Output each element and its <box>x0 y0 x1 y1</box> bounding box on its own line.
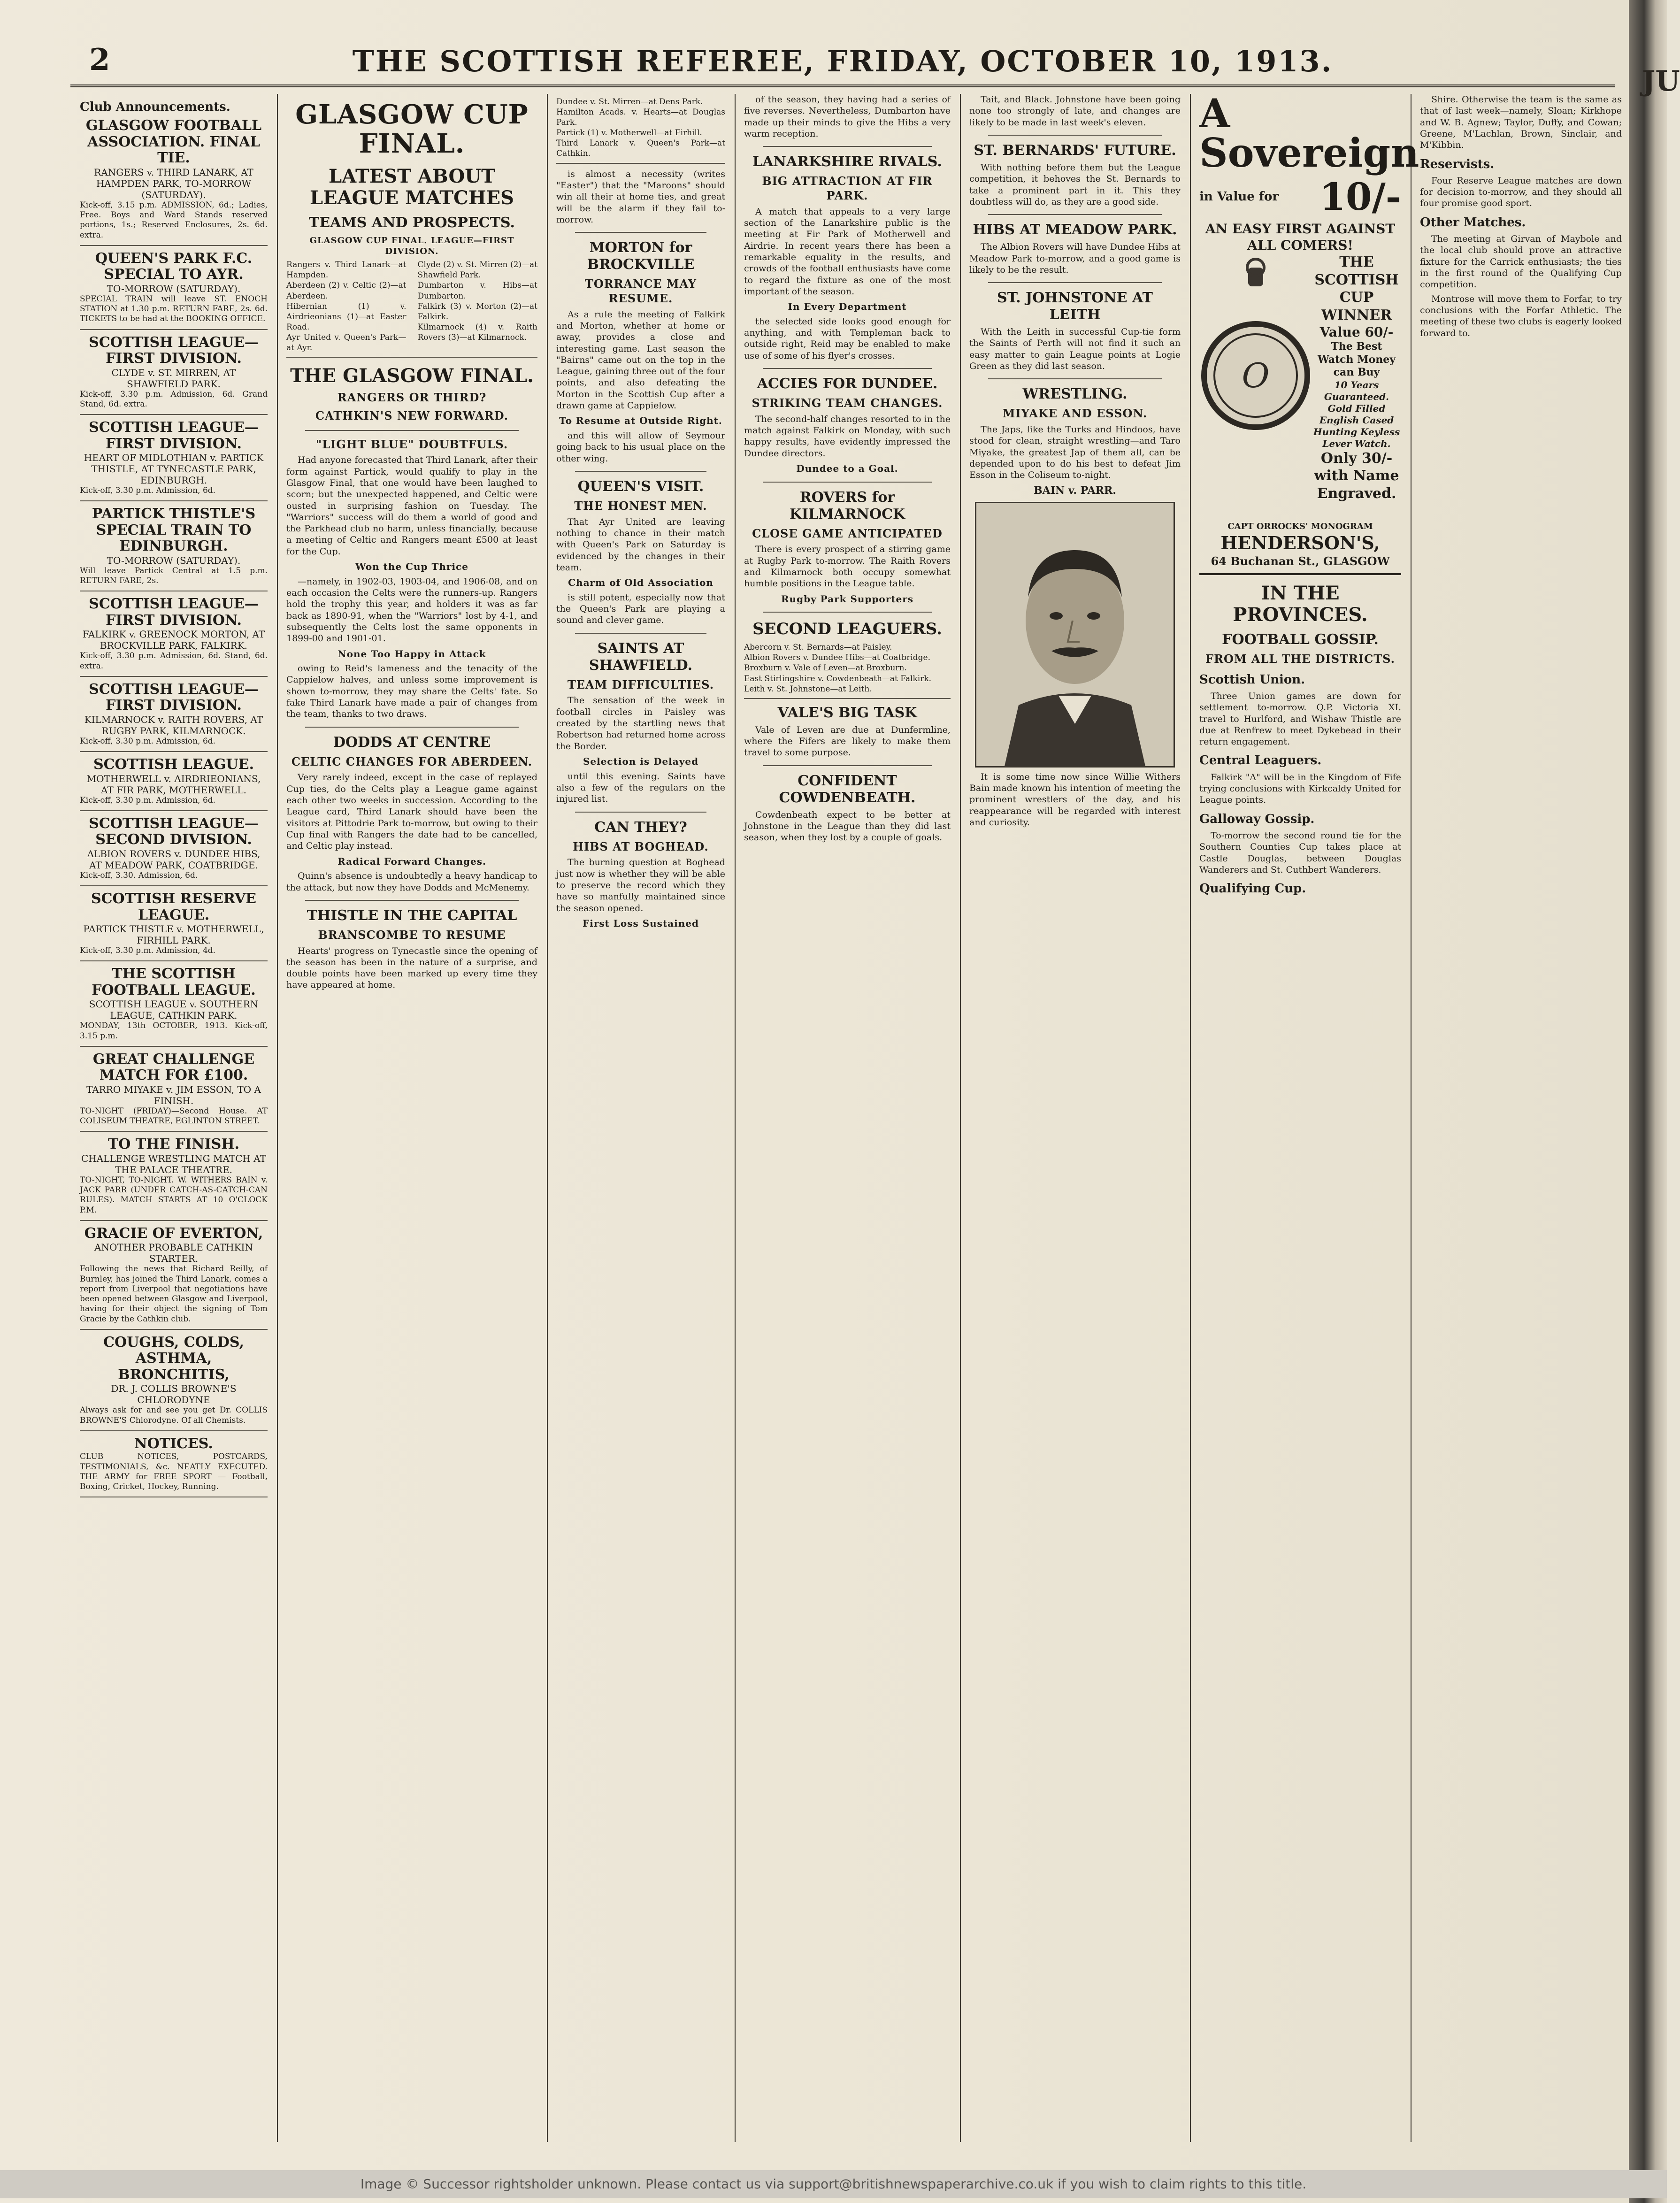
headline: TEAMS AND PROSPECTS. <box>309 215 515 231</box>
crosshead: Won the Cup Thrice <box>355 561 468 573</box>
ad-line: Only 30/- with Name Engraved. <box>1314 450 1399 502</box>
ad-value-label: in Value for <box>1199 189 1279 204</box>
divider <box>763 368 932 369</box>
article-text: is almost a necessity (writes "Easter") that the "Maroons" should win all their at home ties, and great will be the alarm if they fail to-morrow. <box>556 169 725 225</box>
announcement-item <box>80 1436 268 1498</box>
ad-address: 64 Buchanan St., GLASGOW <box>1211 554 1390 568</box>
divider <box>763 765 932 766</box>
divider <box>988 378 1162 379</box>
announcement-sub: SCOTTISH LEAGUE v. SOUTHERN LEAGUE, CATHKIN PARK. <box>89 998 259 1021</box>
article-subhead: "LIGHT BLUE" DOUBTFULS. <box>315 437 508 451</box>
announcement-body: Will leave Partick Central at 1.5 p.m. RETURN FARE, 2s. <box>80 566 268 586</box>
article-headline: ACCIES FOR DUNDEE. <box>757 376 938 392</box>
announcement-head: SCOTTISH LEAGUE—FIRST DIVISION. <box>89 596 259 629</box>
article-text: owing to Reid's lameness and the tenacity of the Cappielow halves, and unless some improvement is shown to-morrow, they may share the Celts' fate. So fake Third Lanark have made a pair of changes from the team, thanks to two draws. <box>286 663 537 720</box>
masthead <box>70 42 1615 87</box>
column-rule <box>277 94 278 2142</box>
announcement-item <box>80 335 268 415</box>
announcement-sub: TO-MORROW (SATURDAY). <box>107 554 241 566</box>
article-subhead: TEAM DIFFICULTIES. <box>567 677 714 691</box>
fixture-line: Dumbarton v. Hibs—at Dumbarton. <box>417 281 537 301</box>
announcement-item <box>80 1136 268 1221</box>
divider <box>988 135 1162 136</box>
divider <box>763 146 932 147</box>
announcement-body: TO-NIGHT (FRIDAY)—Second House. AT COLISEUM THEATRE, EGLINTON STREET. <box>80 1106 268 1126</box>
announcement-head: SCOTTISH RESERVE LEAGUE. <box>91 890 257 923</box>
headline: GLASGOW CUP FINAL. <box>295 99 529 159</box>
fixture-line: East Stirlingshire v. Cowdenbeath—at Falkirk. <box>744 674 932 683</box>
article-subhead: STRIKING TEAM CHANGES. <box>752 396 943 410</box>
article-text: The Albion Rovers will have Dundee Hibs at Meadow Park to-morrow, and a good game is likely to be the result. <box>969 242 1181 275</box>
divider <box>763 482 932 483</box>
announcement-sub: TO-MORROW (SATURDAY). <box>107 283 241 294</box>
article-text: The sensation of the week in football circles in Paisley was created by the startling news that Robertson had returned home across the Border. <box>556 695 725 752</box>
announcement-body: Always ask for and see you get Dr. COLLIS BROWNE'S Chlorodyne. Of all Chemists. <box>80 1405 268 1425</box>
column-glasgow-cup <box>286 94 537 2142</box>
fixture-list <box>744 642 951 699</box>
crosshead: Dundee to a Goal. <box>796 463 898 474</box>
announcement-item <box>80 816 268 886</box>
section-subhead: FROM ALL THE DISTRICTS. <box>1205 652 1395 666</box>
district-heading: Central Leaguers. <box>1199 753 1322 768</box>
column-rule <box>547 94 548 2142</box>
fixture-line: Rangers v. Third Lanark—at Hampden. <box>286 260 407 280</box>
archive-footer: Image © Successor rightsholder unknown. Please contact us via support@britishnewspaperarchive.co.uk if you wish to claim rights to this title. <box>0 2170 1667 2198</box>
announcement-head: GLASGOW FOOTBALL ASSOCIATION. FINAL TIE. <box>85 117 262 167</box>
next-page-fragment: JU <box>1642 65 1680 98</box>
article-text: Cowdenbeath expect to be better at Johnstone in the League than they did last season, when they lost by a couple of goals. <box>744 809 951 843</box>
article-subhead: THE HONEST MEN. <box>574 499 707 513</box>
announcement-head: COUGHS, COLDS, ASTHMA, BRONCHITIS, <box>103 1334 244 1383</box>
fixture-line: Dundee v. St. Mirren—at Dens Park. <box>556 97 703 107</box>
announcement-head: TO THE FINISH. <box>107 1136 240 1153</box>
fixture-list <box>286 260 537 358</box>
article-text: Three Union games are down for settlement to-morrow. Q.P. Victoria XI. travel to Hurlford, and Wishaw Thistle are due at Renfrew to meet Dykebead in their return engagement. <box>1199 691 1401 747</box>
article-text: Montrose will move them to Forfar, to try conclusions with the Forfar Athletic. The meeting of these two clubs is eagerly looked forward to. <box>1420 293 1622 338</box>
column-rule <box>960 94 961 2142</box>
crosshead: In Every Department <box>788 301 907 313</box>
fixture-line: Kilmarnock (4) v. Raith Rovers (3)—at Kilmarnock. <box>417 322 537 342</box>
ad-line: Value 60/- <box>1319 324 1394 340</box>
divider <box>575 812 706 813</box>
announcement-list <box>80 118 268 1497</box>
watch-illustration <box>1199 258 1312 521</box>
district-heading: Qualifying Cup. <box>1199 882 1306 896</box>
fixture-line: Falkirk (3) v. Morton (2)—at Falkirk. <box>417 301 537 322</box>
column-morton-queens <box>556 94 725 2142</box>
announcement-body: Kick-off, 3.30 p.m. Admission, 6d. <box>80 736 216 746</box>
announcement-item <box>80 1052 268 1132</box>
announcement-sub: KILMARNOCK v. RAITH ROVERS, AT RUGBY PARK, KILMARNOCK. <box>84 714 263 737</box>
article-headline: CONFIDENT COWDENBEATH. <box>779 772 916 806</box>
masthead-title: THE SCOTTISH REFEREE, FRIDAY, OCTOBER 10, 1913. <box>352 44 1333 78</box>
crosshead: None Too Happy in Attack <box>338 648 486 660</box>
fixture-line: Albion Rovers v. Dundee Hibs—at Coatbridge. <box>744 653 931 663</box>
announcement-item <box>80 1335 268 1431</box>
fixture-line: Clyde (2) v. St. Mirren (2)—at Shawfield Park. <box>417 260 537 280</box>
article-subhead: MIYAKE AND ESSON. <box>1002 407 1148 421</box>
fixture-line: Broxburn v. Vale of Leven—at Broxburn. <box>744 663 907 673</box>
fixture-line: Hamilton Acads. v. Hearts—at Douglas Park. <box>556 107 725 128</box>
page-number: 2 <box>89 42 110 77</box>
crosshead: Radical Forward Changes. <box>338 855 486 867</box>
divider <box>575 232 706 233</box>
svg-text:O: O <box>1242 356 1270 396</box>
divider <box>988 282 1162 283</box>
article-text: is still potent, especially now that the Queen's Park are playing a sound and clever game. <box>556 592 725 626</box>
article-text: Quinn's absence is undoubtedly a heavy handicap to the attack, but now they have Dodds and McMenemy. <box>286 871 537 893</box>
article-text: There is every prospect of a stirring game at Rugby Park to-morrow. The Raith Rovers and Kilmarnock both occupy somewhat humble positions in the League table. <box>744 544 951 589</box>
ad-line: 10 Years Guaranteed. Gold Filled English Cased Hunting Keyless Lever Watch. <box>1313 379 1400 449</box>
pocket-watch-icon <box>1199 258 1312 521</box>
announcement-item <box>80 251 268 330</box>
announcement-head: NOTICES. <box>134 1435 213 1452</box>
announcement-body: Kick-off, 3.30. Admission, 6d. <box>80 870 198 880</box>
announcement-sub: MOTHERWELL v. AIRDRIEONIANS, AT FIR PARK, MOTHERWELL. <box>86 773 261 796</box>
announcement-item <box>80 420 268 501</box>
article-headline: LANARKSHIRE RIVALS. <box>752 154 942 170</box>
article-subhead: BRANSCOMBE TO RESUME <box>318 928 506 942</box>
crosshead: Selection is Delayed <box>583 756 699 767</box>
article-headline: ST. JOHNSTONE AT LEITH <box>997 290 1153 323</box>
article-headline: ST. BERNARDS' FUTURE. <box>974 142 1176 159</box>
crosshead: Rugby Park Supporters <box>781 593 914 605</box>
column-rule <box>1411 94 1412 2142</box>
announcement-item <box>80 682 268 752</box>
article-headline: HIBS AT MEADOW PARK. <box>973 222 1177 238</box>
article-headline: DODDS AT CENTRE <box>333 734 491 751</box>
article-headline: WRESTLING. <box>1022 386 1128 403</box>
announcement-sub: TARRO MIYAKE v. JIM ESSON, TO A FINISH. <box>86 1083 261 1106</box>
fixtures-label: GLASGOW CUP FINAL. LEAGUE—FIRST DIVISION. <box>309 236 514 257</box>
announcement-head: SCOTTISH LEAGUE—FIRST DIVISION. <box>89 419 259 452</box>
article-text: A match that appeals to a very large section of the Lanarkshire public is the meeting at Fir Park of Motherwell and Airdrie. In recent years there has been a remarkable equality in the results, and crowds of the football enthusiasts have come to regard the fixture as one of the most important of the season. <box>744 206 951 297</box>
article-headline: THISTLE IN THE CAPITAL <box>307 907 517 924</box>
section-headline: IN THE PROVINCES. <box>1233 582 1368 626</box>
portrait-icon <box>976 503 1174 766</box>
article-text: With the Leith in successful Cup-tie form the Saints of Perth will not find it such an easy matter to gain League points at Logie Green as they did last season. <box>969 327 1181 372</box>
announcement-head: THE SCOTTISH FOOTBALL LEAGUE. <box>92 966 256 998</box>
article-headline: VALE'S BIG TASK <box>777 704 917 721</box>
article-headline: QUEEN'S VISIT. <box>577 478 704 495</box>
article-subhead: CATHKIN'S NEW FORWARD. <box>315 408 509 422</box>
announcement-body: Kick-off, 3.30 p.m. Admission, 6d. Stand, 6d. extra. <box>80 651 268 671</box>
column-provinces-continued <box>1420 94 1622 2142</box>
announcement-sub: CHALLENGE WRESTLING MATCH AT THE PALACE THEATRE. <box>81 1152 266 1175</box>
divider <box>575 471 706 472</box>
article-subhead: CLOSE GAME ANTICIPATED <box>752 526 943 540</box>
announcement-body: SPECIAL TRAIN will leave ST. ENOCH STATION at 1.30 p.m. RETURN FARE, 2s. 6d. TICKETS to be had at the BOOKING OFFICE. <box>80 294 268 324</box>
article-text: The Japs, like the Turks and Hindoos, have stood for clean, straight wrestling—and Taro Miyake, the greatest Jap of them all, can be depended upon to do his best to defeat Jim Esson in the Coliseum to-night. <box>969 424 1181 481</box>
fixture-line: Leith v. St. Johnstone—at Leith. <box>744 684 872 694</box>
fixture-list <box>556 97 725 164</box>
announcement-body: MONDAY, 13th OCTOBER, 1913. Kick-off, 3.15 p.m. <box>80 1021 268 1041</box>
announcement-sub: FALKIRK v. GREENOCK MORTON, AT BROCKVILLE PARK, FALKIRK. <box>82 629 265 652</box>
article-subhead: HIBS AT BOGHEAD. <box>573 839 709 853</box>
article-text: until this evening. Saints have also a few of the regulars on the injured list. <box>556 771 725 805</box>
column-rule <box>1190 94 1191 2142</box>
article-text: To-morrow the second round tie for the Southern Counties Cup takes place at Castle Douglas, between Douglas Wanderers and St. Cuthbert Wanderers. <box>1199 830 1401 875</box>
portrait-caption: BAIN v. PARR. <box>1034 484 1116 497</box>
announcement-sub: RANGERS v. THIRD LANARK, AT HAMPDEN PARK, TO-MORROW (SATURDAY). <box>94 166 253 200</box>
announcement-head: QUEEN'S PARK F.C. SPECIAL TO AYR. <box>95 250 253 283</box>
article-subhead: BIG ATTRACTION AT FIR PARK. <box>762 174 933 202</box>
fixture-line: Hibernian (1) v. Airdrieonians (1)—at Easter Road. <box>286 301 407 332</box>
column-club-announcements <box>80 94 268 2142</box>
ad-line: The Best Watch Money can Buy <box>1317 340 1396 379</box>
article-text: Falkirk "A" will be in the Kingdom of Fife trying conclusions with Kirkcaldy United for League points. <box>1199 772 1401 806</box>
article-headline: THE GLASGOW FINAL. <box>290 365 534 387</box>
article-headline: SAINTS AT SHAWFIELD. <box>589 640 693 674</box>
announcement-sub: DR. J. COLLIS BROWNE'S CHLORODYNE <box>111 1383 237 1406</box>
article-text: Four Reserve League matches are down for decision to-morrow, and they should all four promise good sport. <box>1420 175 1622 209</box>
divider <box>575 633 706 634</box>
fixture-line: Partick (1) v. Motherwell—at Firhill. <box>556 128 702 138</box>
headline: LATEST ABOUT LEAGUE MATCHES <box>310 165 514 209</box>
crosshead: First Loss Sustained <box>583 917 699 929</box>
article-subhead: CELTIC CHANGES FOR ABERDEEN. <box>291 754 533 768</box>
announcement-item <box>80 596 268 677</box>
section-subhead: FOOTBALL GOSSIP. <box>1222 631 1379 648</box>
wrestler-portrait <box>975 502 1175 768</box>
ad-caption: CAPT ORROCKS' MONOGRAM <box>1227 522 1373 532</box>
announcement-sub: ANOTHER PROBABLE CATHKIN STARTER. <box>94 1242 253 1265</box>
divider <box>305 900 519 901</box>
page-binding-gutter <box>1629 0 1680 2203</box>
fixture-line: Aberdeen (2) v. Celtic (2)—at Aberdeen. <box>286 281 407 301</box>
announcement-sub: PARTICK THISTLE v. MOTHERWELL, FIRHILL PARK. <box>83 923 264 946</box>
column-advert-provinces <box>1199 90 1419 2142</box>
article-text: With nothing before them but the League competition, it behoves the St. Bernards to take a prominent part in it. This they doubtless will do, as they are a good side. <box>969 162 1181 207</box>
divider <box>305 430 519 431</box>
article-text: the selected side looks good enough for anything, and with Templeman back to outside right, Reid may be enabled to make use of some of his flyer's crosses. <box>744 316 951 361</box>
article-text: Tait, and Black. Johnstone have been going none too strongly of late, and changes are likely to be made in last week's eleven. <box>969 94 1181 128</box>
section-heading: Club Announcements. <box>80 100 230 114</box>
article-headline: MORTON for BROCKVILLE <box>587 239 695 273</box>
article-text: Very rarely indeed, except in the case of replayed Cup ties, do the Celts play a League game against each other two weeks in succession. According to the League card, Third Lanark should have been the visitors at Pittodrie Park to-morrow, but owing to their Cup final with Rangers the date had to be cancelled, and Celtic play instead. <box>286 772 537 852</box>
district-heading: Reservists. <box>1420 157 1495 171</box>
article-text: The second-half changes resorted to in the match against Falkirk on Monday, with such happy results, have evidently impressed the Dundee directors. <box>744 414 951 459</box>
fixture-line: Ayr United v. Queen's Park—at Ayr. <box>286 332 407 353</box>
ad-firm: HENDERSON'S, <box>1220 532 1380 554</box>
district-heading: Scottish Union. <box>1199 672 1305 687</box>
crosshead: Charm of Old Association <box>568 577 713 589</box>
column-st-bernards-wrestling <box>969 94 1181 2142</box>
district-heading: Galloway Gossip. <box>1199 812 1315 826</box>
ad-line: AN EASY FIRST AGAINST ALL COMERS! <box>1205 221 1396 253</box>
divider <box>763 612 932 613</box>
announcement-head: SCOTTISH LEAGUE—SECOND DIVISION. <box>89 815 259 848</box>
announcement-body: Kick-off, 3.15 p.m. ADMISSION, 6d.; Ladies, Free. Boys and Ward Stands reserved portions, 1s.; Reserved Enclosures, 2s. 6d. extra. <box>80 200 268 240</box>
article-text: The meeting at Girvan of Maybole and the local club should prove an attractive fixture for the Carrick enthusiasts; the ties in the first round of the Qualifying Cup competition. <box>1420 234 1622 290</box>
announcement-head: GREAT CHALLENGE MATCH FOR £100. <box>92 1051 255 1084</box>
announcement-sub: HEART OF MIDLOTHIAN v. PARTICK THISTLE, AT TYNECASTLE PARK, EDINBURGH. <box>84 452 264 486</box>
announcement-body: CLUB NOTICES, POSTCARDS, TESTIMONIALS, &c. NEATLY EXECUTED. THE ARMY for FREE SPORT — Football, Boxing, Cricket, Hockey, Running. <box>80 1452 268 1492</box>
crosshead: To Resume at Outside Right. <box>559 415 722 427</box>
announcement-item <box>80 118 268 246</box>
article-headline: CAN THEY? <box>594 819 687 836</box>
announcement-sub: ALBION ROVERS v. DUNDEE HIBS, AT MEADOW PARK, COATBRIDGE. <box>87 848 261 871</box>
ad-line: THE SCOTTISH CUP WINNER <box>1314 254 1399 323</box>
article-headline: SECOND LEAGUERS. <box>752 620 942 639</box>
announcement-body: Following the news that Richard Reilly, of Burnley, has joined the Third Lanark, comes a report from Liverpool that negotiations have been opened between Glasgow and Liverpool, having for their object the signing of Tom Gracie by the Cathkin club. <box>80 1264 268 1324</box>
watch-advertisement <box>1199 90 1419 575</box>
article-text: and this will allow of Seymour going back to his usual place on the other wing. <box>556 430 725 464</box>
announcement-head: SCOTTISH LEAGUE—FIRST DIVISION. <box>89 334 259 367</box>
announcement-head: SCOTTISH LEAGUE—FIRST DIVISION. <box>89 681 259 714</box>
column-lanarkshire <box>744 94 951 2142</box>
announcement-item <box>80 1226 268 1330</box>
fixture-line: Third Lanark v. Queen's Park—at Cathkin. <box>556 138 725 159</box>
district-heading: Other Matches. <box>1420 215 1526 230</box>
ad-price: 10/- <box>1319 175 1401 219</box>
article-subhead: TORRANCE MAY RESUME. <box>584 277 697 305</box>
article-subhead: RANGERS OR THIRD? <box>337 391 487 405</box>
announcement-head: GRACIE OF EVERTON, <box>84 1225 263 1242</box>
article-text: Vale of Leven are due at Dunfermline, where the Fifers are likely to make them travel to some purpose. <box>744 724 951 758</box>
fixture-line: Abercorn v. St. Bernards—at Paisley. <box>744 643 892 652</box>
article-text: Shire. Otherwise the team is the same as that of last week—namely, Sloan; Kirkhope and W. B. Agnew; Taylor, Duffy, and Cowan; Greene, M'Lachlan, Brown, Sinclair, and M'Kibbin. <box>1420 94 1622 151</box>
article-text: Hearts' progress on Tynecastle since the opening of the season has been in the nature of a surprise, and double points have been marked up every time they have appeared at home. <box>286 945 537 990</box>
ad-title: A Sovereign <box>1199 90 1419 176</box>
announcement-item <box>80 506 268 591</box>
announcement-body: Kick-off, 3.30 p.m. Admission, 6d. <box>80 795 216 805</box>
article-text: —namely, in 1902-03, 1903-04, and 1906-08, and on each occasion the Celts were the runners-up. Rangers hold the trophy this year, and holders it was as far back as 1890-91, when the "Warriors" lost by 4-1, and subsequently the Celts lost the same opponents in 1899-00 and 1901-01. <box>286 576 537 644</box>
announcement-head: PARTICK THISTLE'S SPECIAL TRAIN TO EDINBURGH. <box>92 506 256 555</box>
announcement-body: Kick-off, 3.30 p.m. Admission, 4d. <box>80 946 216 956</box>
announcement-head: SCOTTISH LEAGUE. <box>93 756 254 773</box>
announcement-body: Kick-off, 3.30 p.m. Admission, 6d. Grand Stand, 6d. extra. <box>80 389 268 409</box>
article-text: The burning question at Boghead just now is whether they will be able to preserve the record which they have so manfully maintained since the season opened. <box>556 857 725 913</box>
announcement-item <box>80 757 268 811</box>
article-text: That Ayr United are leaving nothing to chance in their match with Queen's Park on Saturday is evidenced by the changes in their team. <box>556 516 725 573</box>
divider <box>305 727 519 728</box>
article-text: It is some time now since Willie Withers Bain made known his intention of meeting the prominent wrestlers of the day, and his reappearance will be regarded with interest and curiosity. <box>969 771 1181 828</box>
article-headline: ROVERS for KILMARNOCK <box>789 489 905 522</box>
announcement-item <box>80 966 268 1047</box>
announcement-sub: CLYDE v. ST. MIRREN, AT SHAWFIELD PARK. <box>111 367 236 390</box>
article-text: As a rule the meeting of Falkirk and Morton, whether at home or away, provides a close and interesting game. Last season the "Bairns" came out on the top in the League, gaining three out of the four points, and also defeating the Morton in the Scottish Cup after a drawn game at Cappielow. <box>556 309 725 411</box>
article-text: of the season, they having had a series of five reverses. Nevertheless, Dumbarton have made up their minds to give the Hibs a very warm reception. <box>744 94 951 139</box>
column-rule <box>735 94 736 2142</box>
announcement-item <box>80 891 268 961</box>
divider <box>988 214 1162 215</box>
article-text: Had anyone forecasted that Third Lanark, after their form against Partick, would qualify to play in the Glasgow Final, that one would have been laughed to scorn; but the unexpected happened, and Celtic were ousted in surprising fashion on Tuesday. The "Warriors" success will do them a world of good and the Parkhead club no harm, unless financially, because a meeting of Celtic and Rangers meant £500 at least for the Cup. <box>286 455 537 557</box>
announcement-body: TO-NIGHT, TO-NIGHT. W. WITHERS BAIN v. JACK PARR (UNDER CATCH-AS-CATCH-CAN RULES). MATCH STARTS AT 10 O'CLOCK P.M. <box>80 1175 268 1215</box>
announcement-body: Kick-off, 3.30 p.m. Admission, 6d. <box>80 486 216 496</box>
